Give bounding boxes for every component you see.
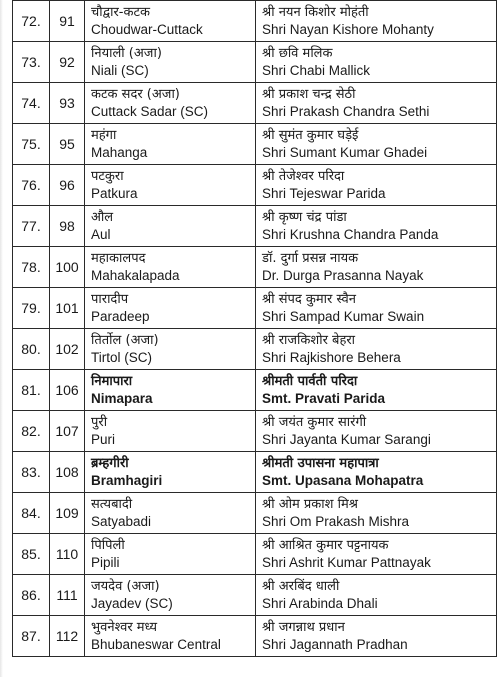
- constituency-cell: [85, 452, 256, 493]
- candidate-name-english: Shri Rajkishore Behera: [262, 349, 401, 365]
- constituency-cell: [85, 1, 256, 42]
- constituency-name-english: Cuttack Sadar (SC): [91, 103, 209, 119]
- candidate-name-english: Shri Krushna Chandra Panda: [262, 226, 439, 242]
- constituency-name-english: Tirtol (SC): [91, 349, 152, 365]
- serial-number-cell: 78.: [13, 247, 50, 288]
- constituency-cell: [85, 206, 256, 247]
- candidate-name-english: Shri Ashrit Kumar Pattnayak: [262, 554, 431, 570]
- candidate-name-english: Dr. Durga Prasanna Nayak: [262, 267, 424, 283]
- candidate-cell: [256, 411, 497, 452]
- constituency-name-hindi: नियाली (अजा): [91, 45, 162, 61]
- candidate-name-hindi: श्रीमती उपासना महापात्रा: [262, 455, 379, 471]
- serial-number-cell: 77.: [13, 206, 50, 247]
- candidate-name-hindi: श्री तेजेश्वर परिदा: [262, 168, 345, 184]
- constituency-cell: [85, 42, 256, 83]
- constituency-cell: [85, 329, 256, 370]
- constituency-name-english: Niali (SC): [91, 62, 149, 78]
- constituency-cell: [85, 534, 256, 575]
- table-row: [13, 411, 497, 452]
- constituency-name-english: Satyabadi: [91, 513, 152, 529]
- serial-number-cell: 74.: [13, 83, 50, 124]
- candidate-name-hindi: श्री आश्रित कुमार पट्टनायक: [262, 537, 389, 553]
- candidate-name-hindi: श्री नयन किशोर मोहंती: [262, 4, 369, 20]
- candidate-name-hindi: श्रीमती पार्वती परिदा: [262, 373, 358, 389]
- serial-number-cell: 72.: [13, 1, 50, 42]
- constituency-name-english: Bhubaneswar Central: [91, 636, 221, 652]
- constituency-name-english: Choudwar-Cuttack: [91, 21, 203, 37]
- candidate-cell: [256, 329, 497, 370]
- candidate-name-english: Shri Chabi Mallick: [262, 62, 371, 78]
- candidate-name-english: Shri Nayan Kishore Mohanty: [262, 21, 434, 37]
- table-row: [13, 42, 497, 83]
- candidate-cell: [256, 452, 497, 493]
- serial-number-cell: 84.: [13, 493, 50, 534]
- serial-number-cell: 73.: [13, 42, 50, 83]
- constituency-number-cell: 101: [50, 288, 85, 329]
- candidate-name-hindi: श्री जगन्नाथ प्रधान: [262, 619, 345, 635]
- candidate-name-english: Shri Tejeswar Parida: [262, 185, 386, 201]
- table-row: [13, 534, 497, 575]
- table-row: [13, 206, 497, 247]
- table-row: [13, 124, 497, 165]
- serial-number-cell: 79.: [13, 288, 50, 329]
- constituency-cell: [85, 247, 256, 288]
- constituency-number-cell: 98: [50, 206, 85, 247]
- candidate-name-english: Shri Jagannath Pradhan: [262, 636, 408, 652]
- constituency-number-cell: 109: [50, 493, 85, 534]
- constituency-name-english: Jayadev (SC): [91, 595, 173, 611]
- constituency-name-hindi: महंगा: [91, 127, 117, 143]
- candidate-name-hindi: डॉ. दुर्गा प्रसन्न नायक: [262, 250, 359, 266]
- serial-number-cell: 86.: [13, 575, 50, 616]
- candidate-name-english: Shri Sampad Kumar Swain: [262, 308, 425, 324]
- constituency-name-hindi: पटकुरा: [91, 168, 124, 184]
- constituency-number-cell: 92: [50, 42, 85, 83]
- candidate-cell: [256, 493, 497, 534]
- candidate-name-hindi: श्री अरबिंद धाली: [262, 578, 340, 594]
- table-row: [13, 329, 497, 370]
- serial-number-cell: 82.: [13, 411, 50, 452]
- candidate-name-hindi: श्री ओम प्रकाश मिश्र: [262, 496, 358, 512]
- constituency-number-cell: 91: [50, 1, 85, 42]
- scan-shadow: [0, 0, 3, 677]
- table-row: [13, 493, 497, 534]
- constituency-cell: [85, 493, 256, 534]
- constituency-name-english: Mahakalapada: [91, 267, 180, 283]
- candidate-cell: [256, 575, 497, 616]
- candidate-name-english: Shri Prakash Chandra Sethi: [262, 103, 430, 119]
- constituency-cell: [85, 165, 256, 206]
- constituency-number-cell: 102: [50, 329, 85, 370]
- constituency-cell: [85, 616, 256, 657]
- constituency-name-english: Mahanga: [91, 144, 148, 160]
- constituency-name-hindi: भुवनेश्वर मध्य: [91, 619, 157, 635]
- candidate-cell: [256, 534, 497, 575]
- table-row: [13, 370, 497, 411]
- constituency-name-hindi: ब्रम्हगीरी: [91, 455, 129, 471]
- candidate-name-english: Shri Arabinda Dhali: [262, 595, 378, 611]
- constituency-number-cell: 110: [50, 534, 85, 575]
- constituency-number-cell: 112: [50, 616, 85, 657]
- table-row: [13, 616, 497, 657]
- candidate-table: [12, 0, 497, 657]
- table-row: [13, 452, 497, 493]
- candidate-table-body: [13, 1, 497, 657]
- constituency-number-cell: 96: [50, 165, 85, 206]
- constituency-number-cell: 95: [50, 124, 85, 165]
- candidate-name-english: Smt. Pravati Parida: [262, 390, 386, 406]
- constituency-cell: [85, 370, 256, 411]
- constituency-name-hindi: पिपिली: [91, 537, 125, 553]
- constituency-name-hindi: पुरी: [91, 414, 108, 430]
- constituency-cell: [85, 124, 256, 165]
- constituency-name-hindi: महाकालपद: [91, 250, 146, 266]
- constituency-name-hindi: कटक सदर (अजा): [91, 86, 180, 102]
- constituency-cell: [85, 411, 256, 452]
- serial-number-cell: 85.: [13, 534, 50, 575]
- candidate-name-english: Shri Sumant Kumar Ghadei: [262, 144, 428, 160]
- constituency-number-cell: 107: [50, 411, 85, 452]
- constituency-name-hindi: निमापारा: [91, 373, 133, 389]
- constituency-cell: [85, 575, 256, 616]
- candidate-name-english: Smt. Upasana Mohapatra: [262, 472, 424, 488]
- serial-number-cell: 76.: [13, 165, 50, 206]
- constituency-name-english: Puri: [91, 431, 116, 447]
- constituency-name-hindi: सत्यबादी: [91, 496, 133, 512]
- table-row: [13, 288, 497, 329]
- candidate-name-hindi: श्री संपद कुमार स्वैन: [262, 291, 356, 307]
- table-row: [13, 575, 497, 616]
- constituency-name-hindi: पारादीप: [91, 291, 129, 307]
- constituency-number-cell: 93: [50, 83, 85, 124]
- constituency-number-cell: 106: [50, 370, 85, 411]
- serial-number-cell: 81.: [13, 370, 50, 411]
- candidate-name-english: Shri Om Prakash Mishra: [262, 513, 410, 529]
- candidate-cell: [256, 288, 497, 329]
- constituency-name-english: Patkura: [91, 185, 138, 201]
- table-row: [13, 1, 497, 42]
- constituency-number-cell: 100: [50, 247, 85, 288]
- candidate-cell: [256, 206, 497, 247]
- constituency-cell: [85, 83, 256, 124]
- candidate-cell: [256, 83, 497, 124]
- constituency-name-english: Nimapara: [91, 390, 153, 406]
- candidate-cell: [256, 616, 497, 657]
- candidate-cell: [256, 370, 497, 411]
- candidate-name-english: Shri Jayanta Kumar Sarangi: [262, 431, 431, 447]
- candidate-name-hindi: श्री जयंत कुमार सारंगी: [262, 414, 367, 430]
- table-row: [13, 83, 497, 124]
- constituency-number-cell: 111: [50, 575, 85, 616]
- candidate-name-hindi: श्री सुमंत कुमार घड़ेई: [262, 127, 359, 143]
- candidate-name-hindi: श्री राजकिशोर बेहरा: [262, 332, 356, 348]
- candidate-cell: [256, 247, 497, 288]
- serial-number-cell: 87.: [13, 616, 50, 657]
- candidate-name-hindi: श्री प्रकाश चन्द्र सेठी: [262, 86, 356, 102]
- candidate-name-hindi: श्री कृष्ण चंद्र पांडा: [262, 209, 347, 225]
- candidate-cell: [256, 165, 497, 206]
- candidate-cell: [256, 42, 497, 83]
- serial-number-cell: 75.: [13, 124, 50, 165]
- serial-number-cell: 80.: [13, 329, 50, 370]
- constituency-name-english: Aul: [91, 226, 111, 242]
- constituency-cell: [85, 288, 256, 329]
- serial-number-cell: 83.: [13, 452, 50, 493]
- candidate-cell: [256, 124, 497, 165]
- constituency-name-english: Bramhagiri: [91, 472, 163, 488]
- table-row: [13, 247, 497, 288]
- table-row: [13, 165, 497, 206]
- candidate-name-hindi: श्री छवि मलिक: [262, 45, 333, 61]
- candidate-cell: [256, 1, 497, 42]
- constituency-number-cell: 108: [50, 452, 85, 493]
- constituency-name-hindi: तिर्तोल (अजा): [91, 332, 159, 348]
- constituency-name-hindi: औल: [91, 209, 114, 225]
- constituency-name-hindi: जयदेव (अजा): [91, 578, 160, 594]
- constituency-name-english: Pipili: [91, 554, 120, 570]
- constituency-name-english: Paradeep: [91, 308, 150, 324]
- constituency-name-hindi: चौद्वार-कटक: [91, 4, 150, 20]
